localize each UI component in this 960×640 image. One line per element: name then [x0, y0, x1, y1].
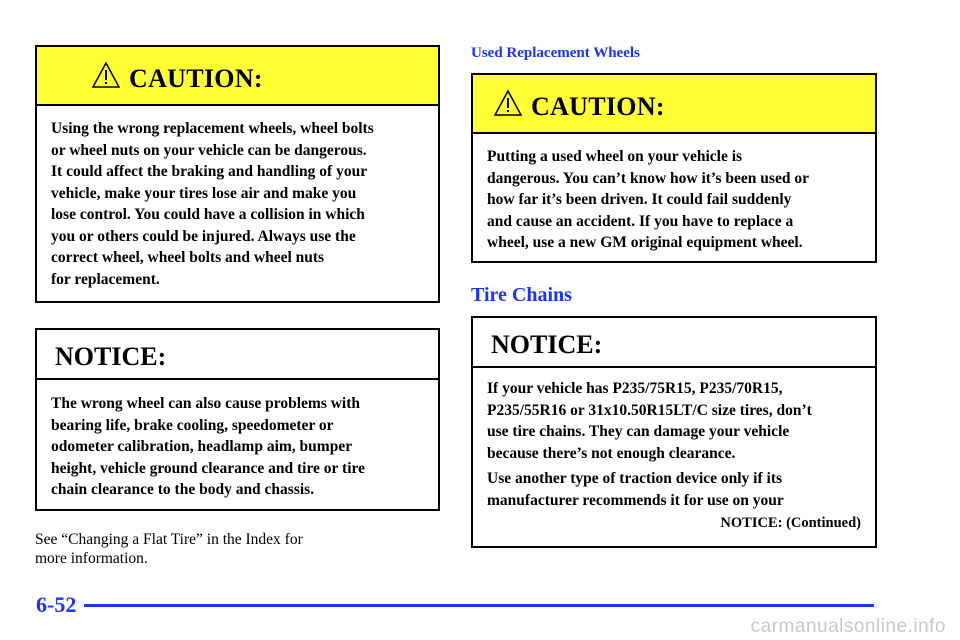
warning-triangle-icon — [493, 89, 523, 117]
see-more-line: See “Changing a Flat Tire” in the Index for — [35, 531, 303, 548]
caution-header — [473, 75, 875, 134]
notice-line: bearing life, brake cooling, speedometer or — [51, 416, 334, 434]
notice-body — [473, 368, 875, 535]
caution-line: lose control. You could have a collision in which — [51, 206, 365, 223]
caution-line: dangerous. You can’t know how it’s been used or — [487, 169, 809, 187]
caution-line: correct wheel, wheel bolts and wheel nuts — [51, 249, 325, 266]
caution-line: or wheel nuts on your vehicle can be dangerous. — [51, 141, 367, 159]
notice-header — [473, 318, 875, 368]
caution-body — [37, 106, 438, 290]
caution-header — [37, 47, 438, 106]
notice-title: NOTICE: — [491, 330, 603, 359]
notice-paragraph — [487, 468, 861, 511]
see-more-text — [35, 530, 303, 568]
caution-line: how far it’s been driven. It could fail suddenly — [487, 191, 792, 208]
caution-title: CAUTION: — [531, 92, 665, 121]
notice-line: chain clearance to the body and chassis. — [51, 481, 315, 498]
caution-body — [473, 134, 875, 254]
notice-continued: NOTICE: (Continued) — [720, 515, 861, 531]
caution-line: Using the wrong replacement wheels, wheel bolts — [51, 120, 374, 137]
caution-line: It could affect the braking and handling of your — [51, 163, 368, 180]
notice-line: Use another type of traction device only if its — [487, 470, 783, 487]
caution-line: Putting a used wheel on your vehicle is — [487, 148, 743, 165]
notice-box-tire-chains — [471, 316, 877, 548]
footer-rule — [84, 604, 874, 607]
see-more-line: more information. — [35, 550, 148, 567]
caution-line: you or others could be injured. Always use the — [51, 227, 356, 245]
caution-box-wrong-wheels — [35, 45, 440, 303]
notice-line: use tire chains. They can damage your vehicle — [487, 423, 790, 440]
section-heading-tire-chains: Tire Chains — [471, 284, 572, 306]
caution-box-used-wheels — [471, 73, 877, 263]
notice-header — [37, 330, 438, 380]
notice-line: odometer calibration, headlamp aim, bumper — [51, 438, 353, 455]
caution-line: for replacement. — [51, 270, 160, 288]
notice-line: If your vehicle has P235/75R15, P235/70R15, — [487, 380, 783, 397]
notice-line: because there’s not enough clearance. — [487, 444, 736, 462]
caution-line: vehicle, make your tires lose air and make you — [51, 184, 357, 202]
warning-triangle-icon — [91, 61, 121, 89]
page-number: 6-52 — [36, 592, 77, 617]
caution-title: CAUTION: — [129, 64, 263, 93]
notice-paragraph — [487, 378, 861, 464]
notice-body — [37, 380, 438, 501]
caution-line: and cause an accident. If you have to replace a — [487, 212, 794, 230]
notice-line: P235/55R16 or 31x10.50R15LT/C size tires, don’t — [487, 401, 812, 419]
caution-line: wheel, use a new GM original equipment wheel. — [487, 234, 803, 251]
watermark: carmanualsonline.info — [750, 616, 946, 637]
notice-line: manufacturer recommends it for use on your — [487, 491, 784, 509]
subheading-used-replacement-wheels: Used Replacement Wheels — [471, 45, 640, 61]
notice-line: The wrong wheel can also cause problems with — [51, 395, 361, 412]
notice-line: height, vehicle ground clearance and tire or tire — [51, 459, 365, 477]
notice-box-wrong-wheel — [35, 328, 440, 511]
notice-title: NOTICE: — [55, 342, 167, 371]
